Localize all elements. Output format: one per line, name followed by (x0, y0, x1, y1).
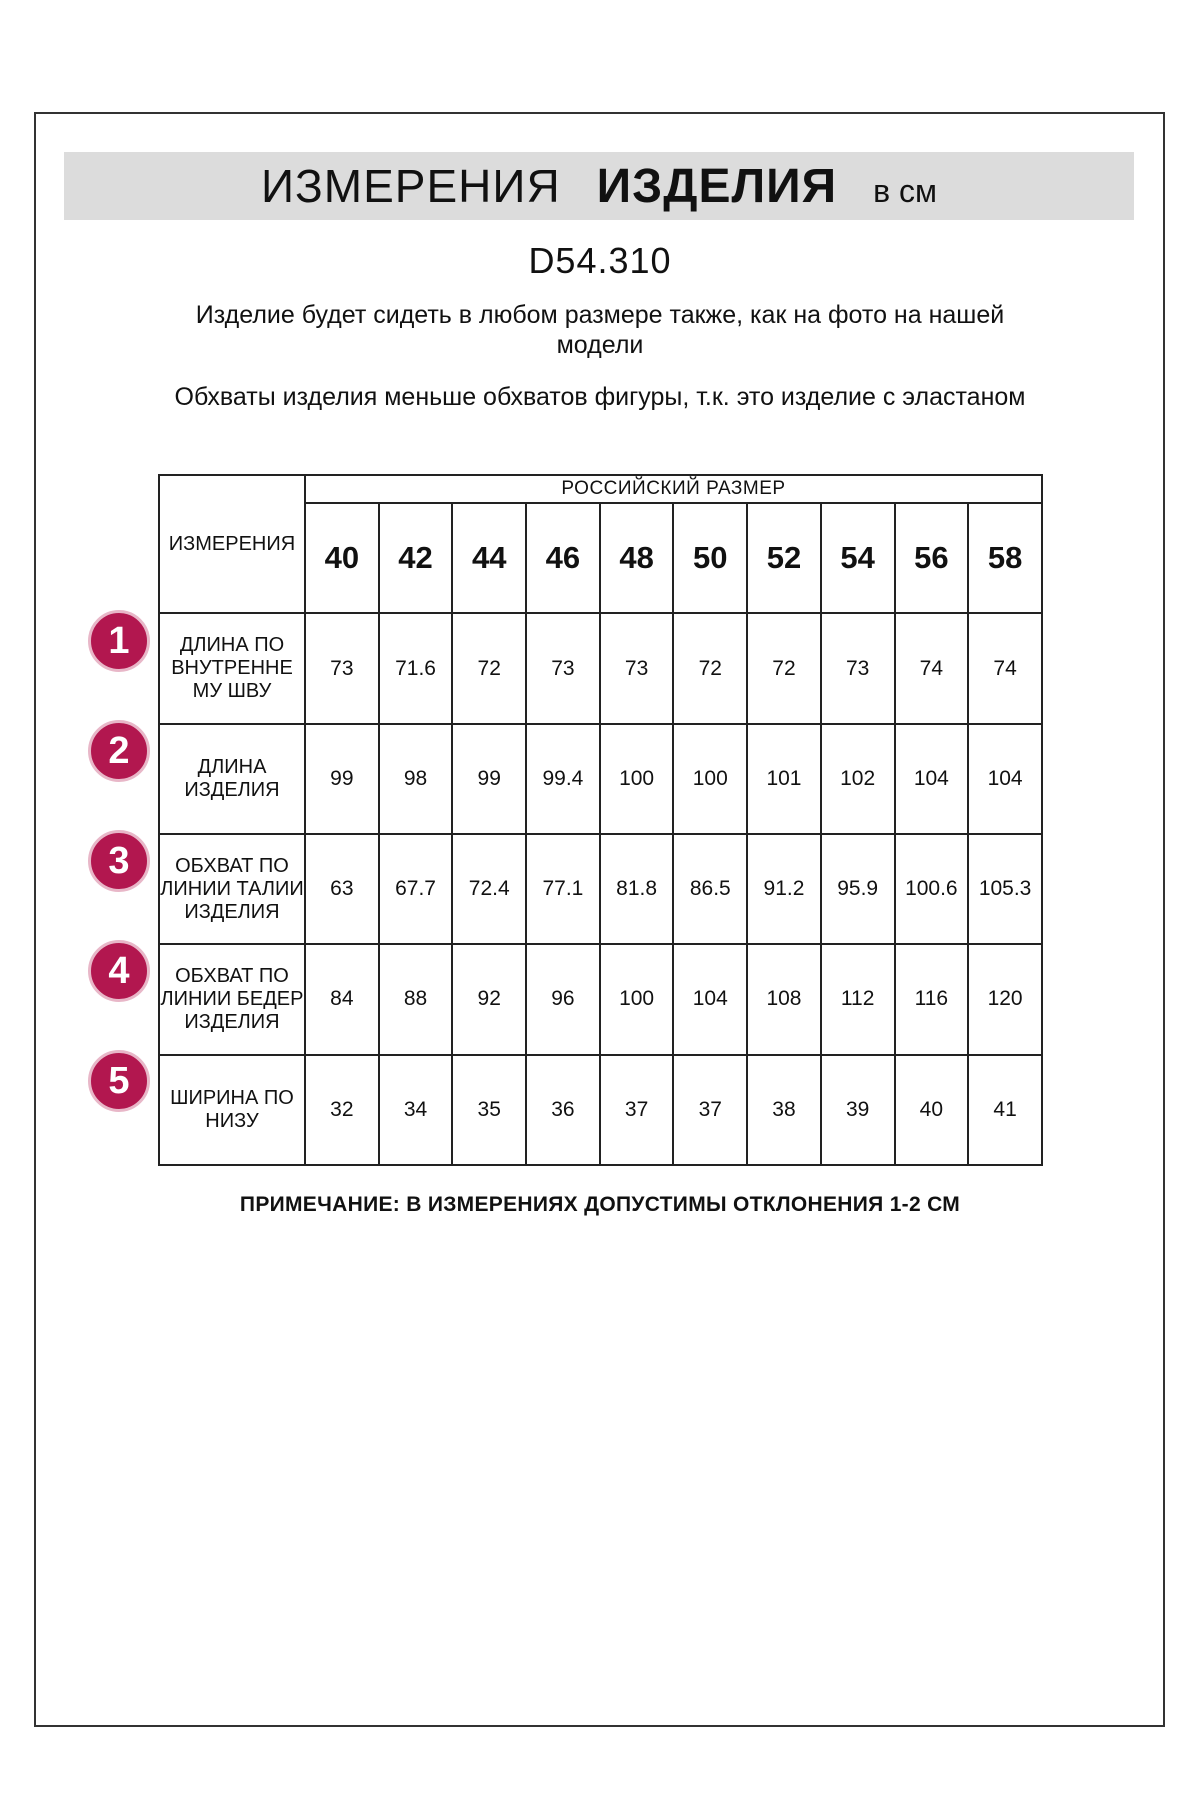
table-cell: 35 (452, 1055, 526, 1165)
table-cell: 100.6 (895, 834, 969, 944)
table-cell: 72 (452, 613, 526, 723)
table-row (159, 834, 1042, 944)
table-cell: 95.9 (821, 834, 895, 944)
page-title-unit: в см (873, 173, 938, 209)
table-row (159, 944, 1042, 1054)
size-header-56: 56 (895, 503, 969, 613)
size-header-42: 42 (379, 503, 453, 613)
size-header-48: 48 (600, 503, 674, 613)
table-row (159, 1055, 1042, 1165)
size-table (158, 474, 1043, 1166)
table-cell: 72 (673, 613, 747, 723)
row-label: ОБХВАТ ПО ЛИНИИ ТАЛИИ ИЗДЕЛИЯ (159, 834, 305, 944)
size-header-40: 40 (305, 503, 379, 613)
table-cell: 99 (452, 724, 526, 834)
table-cell: 116 (895, 944, 969, 1054)
size-header-52: 52 (747, 503, 821, 613)
table-cell: 73 (305, 613, 379, 723)
size-group-header: РОССИЙСКИЙ РАЗМЕР (305, 475, 1042, 503)
table-cell: 102 (821, 724, 895, 834)
row-number-badge: 4 (88, 940, 150, 1002)
table-cell: 37 (673, 1055, 747, 1165)
table-cell: 71.6 (379, 613, 453, 723)
table-cell: 73 (821, 613, 895, 723)
size-header-46: 46 (526, 503, 600, 613)
table-cell: 73 (600, 613, 674, 723)
table-cell: 39 (821, 1055, 895, 1165)
table-cell: 84 (305, 944, 379, 1054)
table-cell: 67.7 (379, 834, 453, 944)
row-number-badge: 3 (88, 830, 150, 892)
row-label: ДЛИНА ИЗДЕЛИЯ (159, 724, 305, 834)
row-label: ДЛИНА ПО ВНУТРЕННЕ МУ ШВУ (159, 613, 305, 723)
table-cell: 88 (379, 944, 453, 1054)
table-cell: 77.1 (526, 834, 600, 944)
fit-note: Изделие будет сидеть в любом размере также, как на фото на нашей модели (195, 301, 1005, 359)
table-cell: 112 (821, 944, 895, 1054)
table-row (159, 724, 1042, 834)
table-cell: 99 (305, 724, 379, 834)
table-cell: 98 (379, 724, 453, 834)
row-number-badge: 2 (88, 720, 150, 782)
table-cell: 104 (673, 944, 747, 1054)
table-cell: 40 (895, 1055, 969, 1165)
page-title-light: ИЗМЕРЕНИЯ (260, 160, 561, 212)
table-cell: 100 (600, 944, 674, 1054)
table-cell: 72 (747, 613, 821, 723)
table-cell: 37 (600, 1055, 674, 1165)
table-cell: 101 (747, 724, 821, 834)
table-cell: 72.4 (452, 834, 526, 944)
table-row (159, 613, 1042, 723)
table-header-row (159, 475, 1042, 503)
size-header-50: 50 (673, 503, 747, 613)
table-cell: 99.4 (526, 724, 600, 834)
table-cell: 92 (452, 944, 526, 1054)
size-header-54: 54 (821, 503, 895, 613)
table-cell: 32 (305, 1055, 379, 1165)
table-cell: 86.5 (673, 834, 747, 944)
tolerance-footnote: ПРИМЕЧАНИЕ: В ИЗМЕРЕНИЯХ ДОПУСТИМЫ ОТКЛОНЕНИЯ 1-2 СМ (239, 1193, 961, 1216)
table-cell: 63 (305, 834, 379, 944)
table-cell: 104 (968, 724, 1042, 834)
table-cell: 36 (526, 1055, 600, 1165)
table-body (159, 613, 1042, 1165)
table-cell: 104 (895, 724, 969, 834)
row-number-badge: 5 (88, 1050, 150, 1112)
size-header-58: 58 (968, 503, 1042, 613)
title-band (64, 152, 1134, 220)
table-cell: 74 (895, 613, 969, 723)
table-cell: 105.3 (968, 834, 1042, 944)
table-cell: 100 (673, 724, 747, 834)
table-cell: 120 (968, 944, 1042, 1054)
elastane-note: Обхваты изделия меньше обхватов фигуры, т.к. это изделие с эластаном (174, 383, 1026, 411)
table-cell: 73 (526, 613, 600, 723)
table-cell: 41 (968, 1055, 1042, 1165)
table-cell: 74 (968, 613, 1042, 723)
table-cell: 38 (747, 1055, 821, 1165)
page-title-bold: ИЗДЕЛИЯ (596, 160, 838, 213)
table-cell: 108 (747, 944, 821, 1054)
table-cell: 81.8 (600, 834, 674, 944)
size-header-44: 44 (452, 503, 526, 613)
row-label: ОБХВАТ ПО ЛИНИИ БЕДЕР ИЗДЕЛИЯ (159, 944, 305, 1054)
measure-header: ИЗМЕРЕНИЯ (159, 475, 305, 613)
table-cell: 96 (526, 944, 600, 1054)
article-number: D54.310 (528, 240, 672, 281)
row-label: ШИРИНА ПО НИЗУ (159, 1055, 305, 1165)
row-number-badge: 1 (88, 610, 150, 672)
table-cell: 34 (379, 1055, 453, 1165)
table-cell: 100 (600, 724, 674, 834)
table-cell: 91.2 (747, 834, 821, 944)
